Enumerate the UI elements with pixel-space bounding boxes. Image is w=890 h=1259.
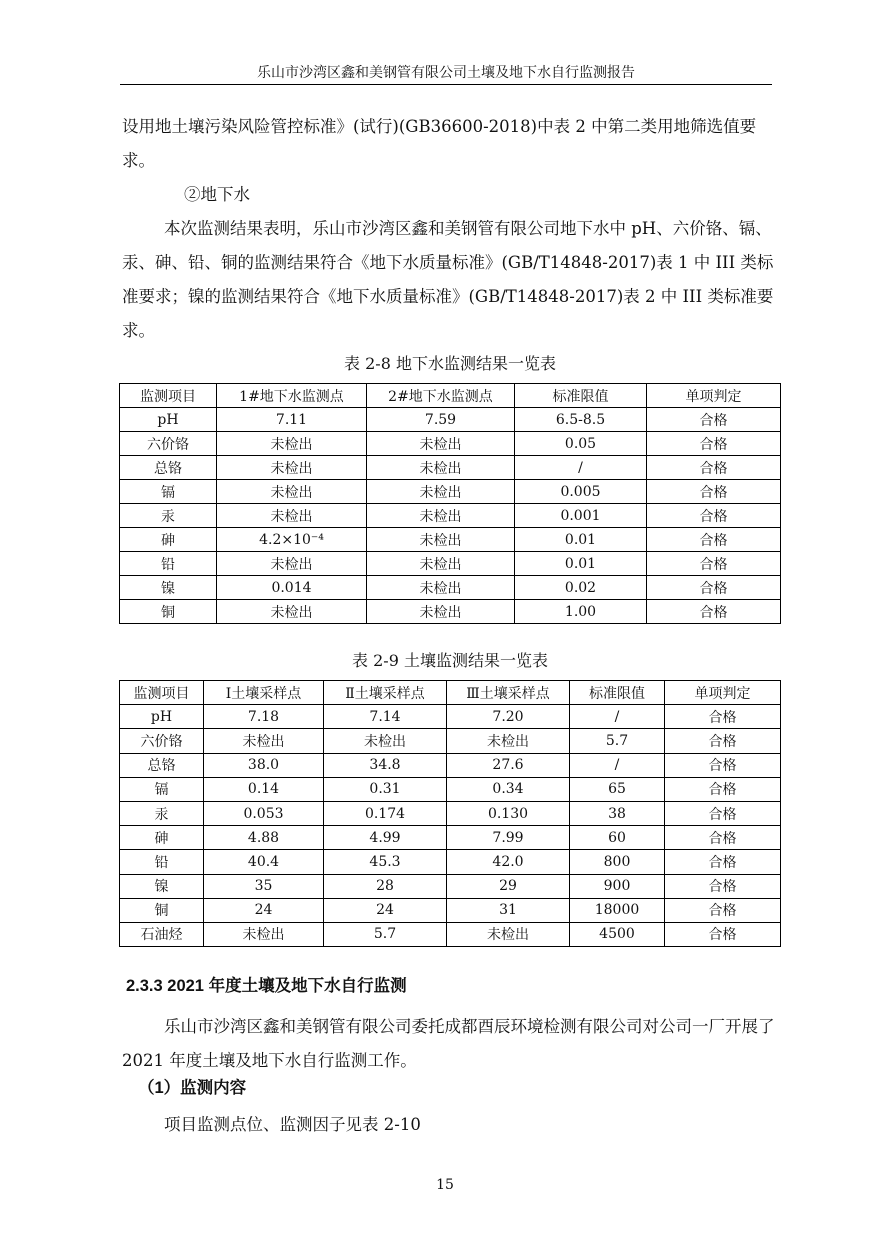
table-cell: 砷 (120, 528, 217, 552)
table-row (120, 801, 781, 825)
table-cell: 40.4 (204, 850, 324, 874)
table-cell: 34.8 (324, 753, 447, 777)
table-cell: 总铬 (120, 456, 217, 480)
table-cell: 0.14 (204, 777, 324, 801)
table-cell: 未检出 (217, 504, 367, 528)
table-cell: 0.130 (447, 801, 570, 825)
table-cell: 镍 (120, 874, 204, 898)
table-cell: 未检出 (367, 480, 515, 504)
table-row (120, 874, 781, 898)
table-cell: 38 (570, 801, 665, 825)
table-cell: 42.0 (447, 850, 570, 874)
column-header: 标准限值 (570, 681, 665, 705)
table-cell: 900 (570, 874, 665, 898)
sub-heading-monitoring-content: （1）监测内容 (138, 1079, 247, 1097)
table-cell: 45.3 (324, 850, 447, 874)
table-cell: 0.053 (204, 801, 324, 825)
table-cell: 汞 (120, 504, 217, 528)
table-row (120, 922, 781, 946)
table-cell: 合格 (665, 898, 781, 922)
table-cell: 总铬 (120, 753, 204, 777)
table-cell: 合格 (665, 874, 781, 898)
table-cell: 0.34 (447, 777, 570, 801)
table-row (120, 432, 781, 456)
table-cell: 6.5-8.5 (515, 408, 647, 432)
groundwater-results-table (119, 383, 781, 624)
table-cell: 合格 (647, 600, 781, 624)
table-cell: 7.59 (367, 408, 515, 432)
column-header: 标准限值 (515, 384, 647, 408)
table-cell: 合格 (665, 922, 781, 946)
table-row (120, 777, 781, 801)
page-number: 15 (436, 1177, 454, 1193)
table-cell: 合格 (647, 480, 781, 504)
table-cell: 7.18 (204, 705, 324, 729)
table-row (120, 576, 781, 600)
table-cell: 合格 (647, 528, 781, 552)
table-cell: 未检出 (217, 552, 367, 576)
table-cell: 合格 (665, 826, 781, 850)
table-cell: 5.7 (324, 922, 447, 946)
table-cell: 未检出 (217, 456, 367, 480)
table-cell: 0.01 (515, 528, 647, 552)
table-cell: 38.0 (204, 753, 324, 777)
table-cell: 铜 (120, 898, 204, 922)
table-cell: pH (120, 705, 204, 729)
table-cell: 0.001 (515, 504, 647, 528)
table-cell: 合格 (647, 456, 781, 480)
column-header: Ⅰ土壤采样点 (204, 681, 324, 705)
table-row (120, 898, 781, 922)
table-cell: 27.6 (447, 753, 570, 777)
table-cell: 合格 (665, 850, 781, 874)
table-row (120, 705, 781, 729)
table-cell: 砷 (120, 826, 204, 850)
table-cell: / (570, 705, 665, 729)
table-cell: 合格 (665, 705, 781, 729)
table-cell: 800 (570, 850, 665, 874)
table-cell: 24 (324, 898, 447, 922)
paragraph-standard-note: 设用地土壤污染风险管控标准》(试行)(GB36600-2018)中表 2 中第二类用地筛选值要求。 (122, 117, 757, 170)
table-cell: 7.11 (217, 408, 367, 432)
table-row (120, 408, 781, 432)
table-cell: 未检出 (447, 922, 570, 946)
table-cell: 7.99 (447, 826, 570, 850)
table-cell: 铜 (120, 600, 217, 624)
paragraph-2021-monitoring: 乐山市沙湾区鑫和美钢管有限公司委托成都酉辰环境检测有限公司对公司一厂开展了 2021 年度土壤及地下水自行监测工作。 (122, 1017, 775, 1070)
table-cell: 合格 (647, 504, 781, 528)
table-cell: 合格 (665, 753, 781, 777)
table-cell: 65 (570, 777, 665, 801)
table-cell: 0.05 (515, 432, 647, 456)
table-cell: 合格 (647, 576, 781, 600)
table-cell: 六价铬 (120, 432, 217, 456)
table-cell: / (515, 456, 647, 480)
table-header-row (120, 681, 781, 705)
table-cell: 60 (570, 826, 665, 850)
table-row (120, 850, 781, 874)
section-heading: 2.3.3 2021 年度土壤及地下水自行监测 (126, 977, 407, 995)
table-cell: 1.00 (515, 600, 647, 624)
paragraph-monitoring-points: 项目监测点位、监测因子见表 2-10 (164, 1115, 421, 1134)
table-cell: 未检出 (367, 576, 515, 600)
table-row (120, 729, 781, 753)
table-row (120, 480, 781, 504)
table-cell: 合格 (665, 801, 781, 825)
table-cell: 合格 (665, 729, 781, 753)
column-header: 监测项目 (120, 384, 217, 408)
table-row (120, 753, 781, 777)
table-cell: 4.88 (204, 826, 324, 850)
table-cell: 0.02 (515, 576, 647, 600)
table-cell: 铅 (120, 552, 217, 576)
table-cell: 未检出 (217, 432, 367, 456)
table-cell: 4500 (570, 922, 665, 946)
column-header: 1#地下水监测点 (217, 384, 367, 408)
table-cell: 未检出 (367, 600, 515, 624)
table-cell: 29 (447, 874, 570, 898)
table-2-9-caption: 表 2-9 土壤监测结果一览表 (352, 651, 548, 670)
table-row (120, 552, 781, 576)
table-cell: 0.01 (515, 552, 647, 576)
table-cell: 未检出 (367, 552, 515, 576)
table-row (120, 600, 781, 624)
table-cell: pH (120, 408, 217, 432)
column-header: 单项判定 (665, 681, 781, 705)
table-cell: 未检出 (367, 432, 515, 456)
groundwater-heading: ②地下水 (184, 185, 250, 204)
table-cell: 汞 (120, 801, 204, 825)
table-row (120, 826, 781, 850)
table-cell: 未检出 (324, 729, 447, 753)
column-header: 2#地下水监测点 (367, 384, 515, 408)
table-cell: 未检出 (447, 729, 570, 753)
table-cell: 镉 (120, 777, 204, 801)
table-cell: 未检出 (367, 456, 515, 480)
table-cell: 未检出 (217, 600, 367, 624)
table-row (120, 528, 781, 552)
table-cell: 35 (204, 874, 324, 898)
column-header: 单项判定 (647, 384, 781, 408)
table-cell: 0.005 (515, 480, 647, 504)
table-cell: 28 (324, 874, 447, 898)
table-cell: 未检出 (367, 528, 515, 552)
table-cell: 六价铬 (120, 729, 204, 753)
page-header: 乐山市沙湾区鑫和美钢管有限公司土壤及地下水自行监测报告 (120, 62, 772, 85)
table-cell: 未检出 (367, 504, 515, 528)
table-cell: 合格 (647, 552, 781, 576)
table-cell: 18000 (570, 898, 665, 922)
table-cell: / (570, 753, 665, 777)
table-cell: 合格 (665, 777, 781, 801)
table-cell: 合格 (647, 408, 781, 432)
table-cell: 石油烃 (120, 922, 204, 946)
table-row (120, 504, 781, 528)
table-cell: 未检出 (204, 729, 324, 753)
soil-results-table (119, 680, 781, 947)
column-header: Ⅲ土壤采样点 (447, 681, 570, 705)
table-cell: 未检出 (204, 922, 324, 946)
table-cell: 0.174 (324, 801, 447, 825)
table-cell: 24 (204, 898, 324, 922)
table-cell: 7.14 (324, 705, 447, 729)
table-cell: 铅 (120, 850, 204, 874)
table-cell: 31 (447, 898, 570, 922)
table-header-row (120, 384, 781, 408)
column-header: Ⅱ土壤采样点 (324, 681, 447, 705)
table-cell: 未检出 (217, 480, 367, 504)
paragraph-groundwater-result: 本次监测结果表明，乐山市沙湾区鑫和美钢管有限公司地下水中 pH、六价铬、镉、汞、砷、铅、铜的监测结果符合《地下水质量标准》(GB/T14848-2017)表 1 中 III 类标准要求；镍的监测结果符合《地下水质量标准》(GB/T14848-2017)表 2 中 III 类标准要求。 (122, 219, 774, 340)
table-cell: 镍 (120, 576, 217, 600)
column-header: 监测项目 (120, 681, 204, 705)
table-2-8-caption: 表 2-8 地下水监测结果一览表 (344, 354, 556, 373)
table-cell: 合格 (647, 432, 781, 456)
table-cell: 0.014 (217, 576, 367, 600)
table-cell: 4.2×10⁻⁴ (217, 528, 367, 552)
table-cell: 4.99 (324, 826, 447, 850)
table-cell: 镉 (120, 480, 217, 504)
table-cell: 0.31 (324, 777, 447, 801)
table-cell: 5.7 (570, 729, 665, 753)
table-cell: 7.20 (447, 705, 570, 729)
table-row (120, 456, 781, 480)
